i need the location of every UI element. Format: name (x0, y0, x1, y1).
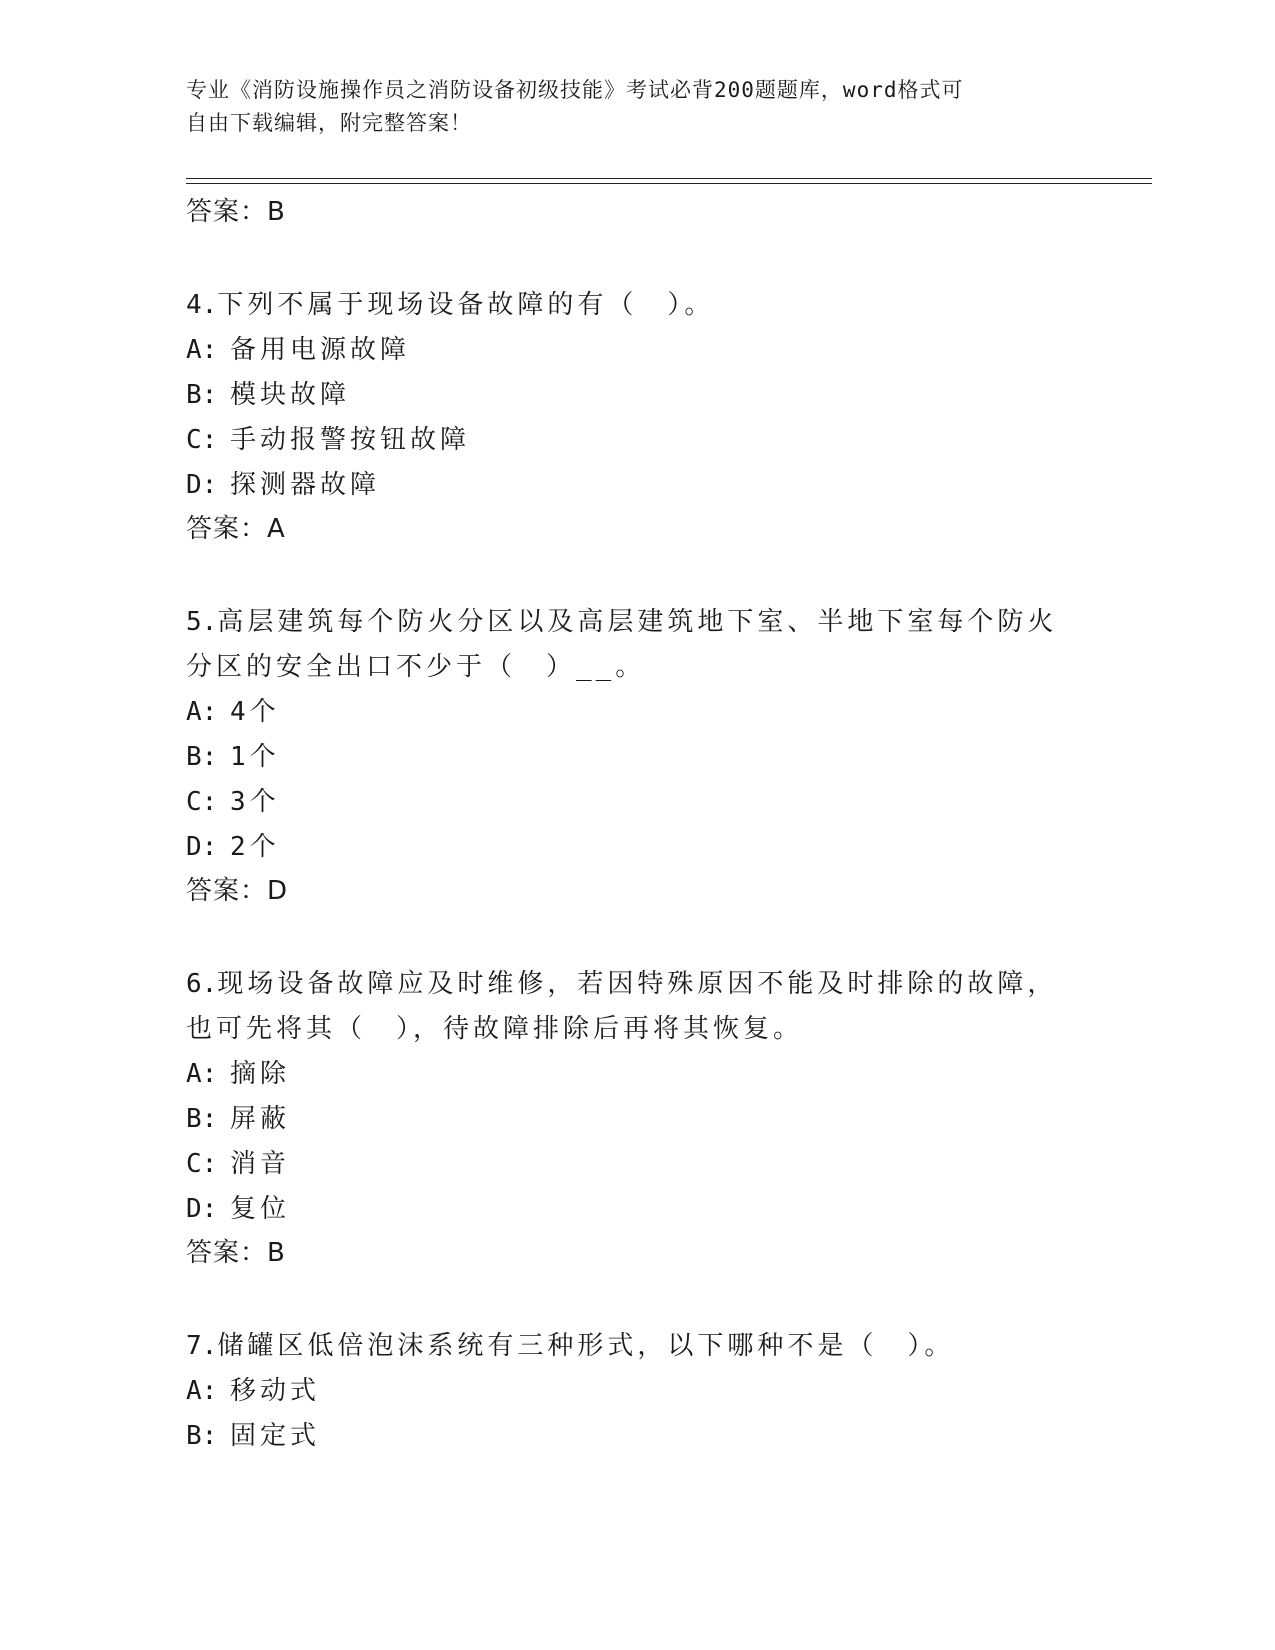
option-b: B: 屏蔽 (186, 1104, 291, 1134)
question-7 (186, 1324, 1086, 1459)
option-b: B: 1个 (186, 742, 280, 772)
question-stem: 6.现场设备故障应及时维修，若因特殊原因不能及时排除的故障，也可先将其（ ），待故障排除后再将其恢复。 (186, 969, 1058, 1044)
header-line-1: 专业《消防设施操作员之消防设备初级技能》考试必背200题题库，word格式可 (186, 78, 964, 102)
option-c: C: 3个 (186, 787, 280, 817)
answer-line: 答案：A (186, 514, 286, 544)
option-a: A: 移动式 (186, 1376, 321, 1406)
option-c: C: 手动报警按钮故障 (186, 425, 471, 455)
answer-line: 答案：B (186, 1238, 286, 1268)
option-d: D: 探测器故障 (186, 470, 381, 500)
option-a: A: 4个 (186, 697, 280, 727)
option-a: A: 备用电源故障 (186, 335, 411, 365)
header-line-2: 自由下载编辑，附完整答案！ (186, 111, 472, 135)
question-5 (186, 600, 1086, 912)
question-4 (186, 283, 1086, 550)
option-a: A: 摘除 (186, 1059, 291, 1089)
question-stem: 7.储罐区低倍泡沫系统有三种形式，以下哪种不是（ ）。 (186, 1331, 955, 1361)
header-divider-top (186, 178, 1152, 179)
header-divider-bottom (186, 183, 1152, 184)
question-stem: 4.下列不属于现场设备故障的有（ ）。 (186, 290, 715, 320)
answer-line: 答案：D (186, 876, 289, 906)
option-d: D: 2个 (186, 832, 280, 862)
option-b: B: 固定式 (186, 1421, 321, 1451)
option-c: C: 消音 (186, 1149, 291, 1179)
answer-line: 答案：B (186, 197, 286, 227)
question-stem: 5.高层建筑每个防火分区以及高层建筑地下室、半地下室每个防火分区的安全出口不少于（ ）__。 (186, 607, 1058, 682)
question-6 (186, 962, 1086, 1274)
document-header (186, 74, 1066, 140)
question-list (186, 191, 1086, 1459)
option-b: B: 模块故障 (186, 380, 351, 410)
option-d: D: 复位 (186, 1194, 291, 1224)
